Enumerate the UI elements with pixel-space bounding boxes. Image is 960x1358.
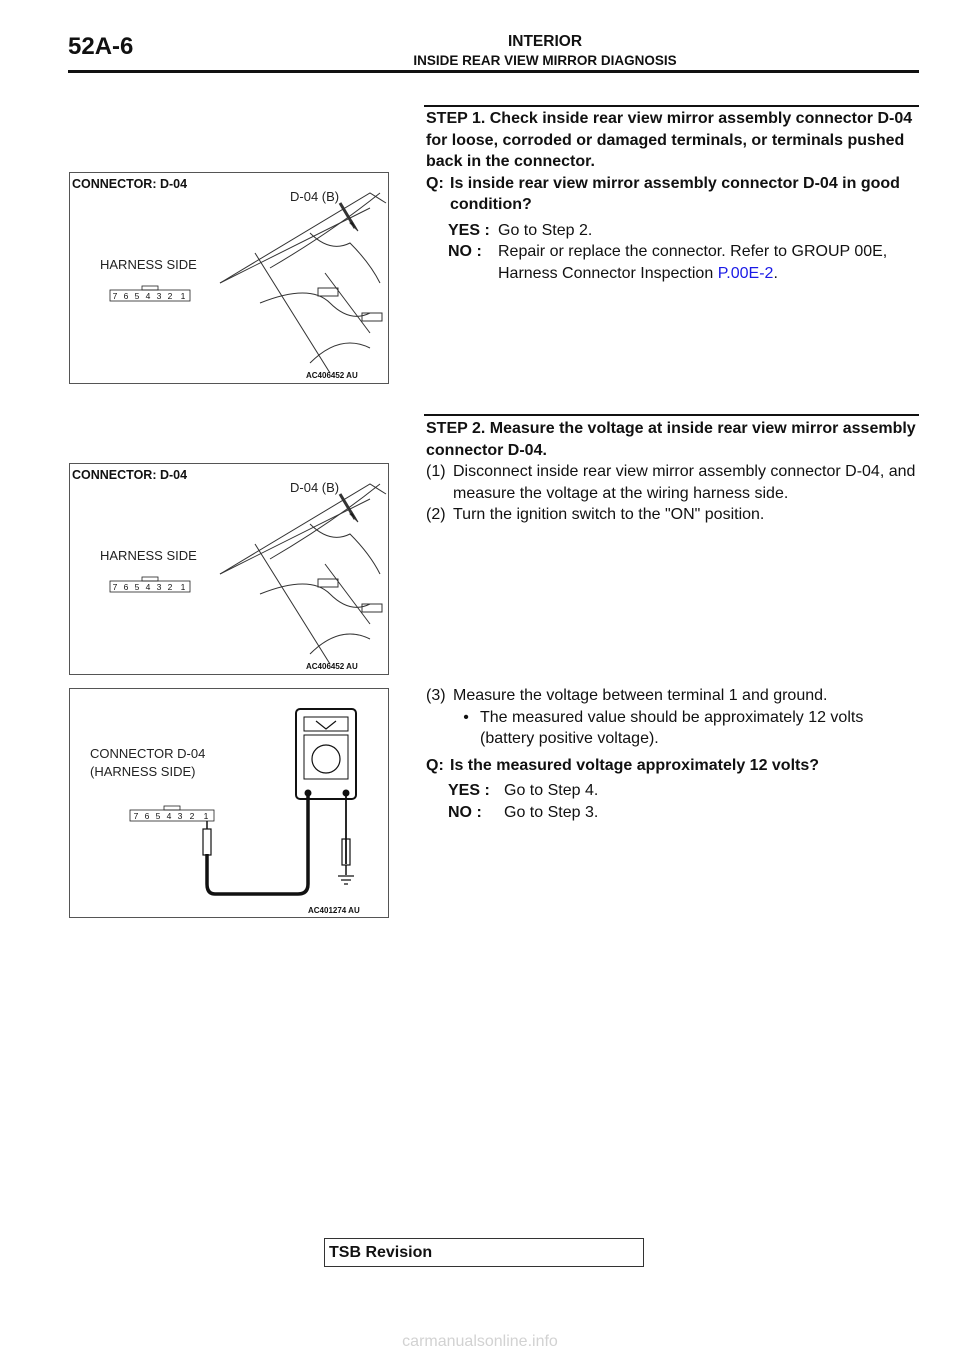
fig2-figure-id: AC406452 AU xyxy=(306,662,358,671)
fig1-pin: 4 xyxy=(145,291,151,301)
fig3-connector-line1: CONNECTOR D-04 xyxy=(90,746,206,761)
step2-no-row xyxy=(426,802,920,824)
fig2-connector-pins xyxy=(110,577,190,592)
fig2-pin: 2 xyxy=(167,582,173,592)
fig1-pin: 3 xyxy=(156,291,162,301)
fig1-pin: 5 xyxy=(134,291,140,301)
step1-yes-row xyxy=(426,220,920,242)
fig2-pin: 7 xyxy=(112,582,118,592)
fig1-pin: 6 xyxy=(123,291,129,301)
step2-item1-text: Disconnect inside rear view mirror assembly connector D-04, and measure the voltage at the wiring harness side. xyxy=(453,463,916,502)
step1-yes-text: Go to Step 2. xyxy=(498,221,593,239)
fig1-harness-side: HARNESS SIDE xyxy=(100,257,197,272)
step1-no-end: . xyxy=(773,264,778,282)
fig2-connector-label: CONNECTOR: D-04 xyxy=(72,468,188,482)
fig3-pin: 3 xyxy=(177,811,183,821)
step1-no-label: NO : xyxy=(448,243,482,260)
step2-item2-num: (2) xyxy=(426,506,446,523)
fig2-pin: 6 xyxy=(123,582,129,592)
bullet-icon: • xyxy=(463,708,469,726)
fig2-callout: D-04 (B) xyxy=(290,480,340,495)
step2-heading: STEP 2. Measure the voltage at inside rear view mirror assembly connector D-04. xyxy=(426,420,916,459)
step2-continued xyxy=(426,685,920,823)
fig2-pin: 4 xyxy=(145,582,151,592)
section-subtitle: INSIDE REAR VIEW MIRROR DIAGNOSIS xyxy=(413,53,677,68)
fig3-pin: 4 xyxy=(166,811,172,821)
step2-no-label: NO : xyxy=(448,803,482,821)
step2-item3-text: Measure the voltage between terminal 1 and ground. xyxy=(453,687,828,704)
fig1-vehicle-drawing xyxy=(220,193,386,373)
step1-heading: STEP 1. Check inside rear view mirror assembly connector D-04 for loose, corroded or damaged terminals, or terminals pushed back in the connector. xyxy=(426,110,913,170)
step2-item3-num: (3) xyxy=(426,687,446,704)
step2-yes-text: Go to Step 4. xyxy=(504,782,599,799)
step2-question: Is the measured voltage approximately 12 volts? xyxy=(450,756,820,774)
fig3-pin: 6 xyxy=(144,811,150,821)
step1-no-text: Repair or replace the connector. Refer to GROUP 00E, Harness Connector Inspection xyxy=(498,243,888,282)
step2-block xyxy=(426,418,920,526)
fig1-pin: 1 xyxy=(180,291,186,301)
step2-q-label: Q: xyxy=(426,756,444,774)
fig3-pin: 5 xyxy=(155,811,161,821)
fig3-figure-id: AC401274 AU xyxy=(308,906,360,915)
fig2-pin: 3 xyxy=(156,582,162,592)
step2-item-2 xyxy=(426,504,920,526)
step2-item-1 xyxy=(426,461,920,504)
connector-figure-2 xyxy=(69,463,389,675)
voltmeter-figure xyxy=(69,688,389,918)
step2-item-3 xyxy=(426,685,920,707)
fig1-connector-pins xyxy=(110,286,190,301)
voltmeter-drawing xyxy=(203,709,356,894)
fig1-pin: 2 xyxy=(167,291,173,301)
step1-q-label: Q: xyxy=(426,174,444,192)
step2-yes-label: YES : xyxy=(448,782,490,799)
fig2-vehicle-drawing xyxy=(220,484,386,664)
watermark: carmanualsonline.info xyxy=(402,1333,558,1350)
fig3-pin: 7 xyxy=(133,811,139,821)
step2-bullet xyxy=(426,707,920,750)
step1-question: Is inside rear view mirror assembly connector D-04 in good condition? xyxy=(450,174,900,213)
fig1-connector-label: CONNECTOR: D-04 xyxy=(72,177,188,191)
fig2-harness-side: HARNESS SIDE xyxy=(100,548,197,563)
fig1-pin: 7 xyxy=(112,291,118,301)
step2-question-row xyxy=(426,755,920,777)
fig3-pin: 2 xyxy=(189,811,195,821)
fig3-connector-line2: (HARNESS SIDE) xyxy=(90,764,196,779)
step1-yes-label: YES : xyxy=(448,221,490,239)
step1-question-row xyxy=(426,173,920,216)
fig1-figure-id: AC406452 AU xyxy=(306,371,358,380)
fig1-callout: D-04 (B) xyxy=(290,189,340,204)
step2-rule xyxy=(424,414,919,416)
page-number: 52A-6 xyxy=(68,33,134,60)
step1-no-row xyxy=(426,241,920,284)
step2-no-text: Go to Step 3. xyxy=(504,803,599,821)
fig3-connector-pins xyxy=(130,806,214,821)
step1-rule xyxy=(424,105,919,107)
fig3-pin: 1 xyxy=(203,811,209,821)
step2-item1-num: (1) xyxy=(426,463,446,480)
fig2-pin: 5 xyxy=(134,582,140,592)
step2-item2-text: Turn the ignition switch to the "ON" position. xyxy=(453,506,765,523)
fig2-pin: 1 xyxy=(180,582,186,592)
connector-figure-1 xyxy=(69,172,389,384)
step1-block xyxy=(426,108,920,284)
section-title: INTERIOR xyxy=(507,33,583,50)
step2-yes-row xyxy=(426,780,920,802)
step2-bullet-text: The measured value should be approximately 12 volts (battery positive voltage). xyxy=(480,708,864,747)
tsb-revision-box: TSB Revision xyxy=(324,1238,644,1267)
header-rule xyxy=(68,70,919,73)
group-00e-link[interactable]: P.00E-2 xyxy=(717,264,774,282)
